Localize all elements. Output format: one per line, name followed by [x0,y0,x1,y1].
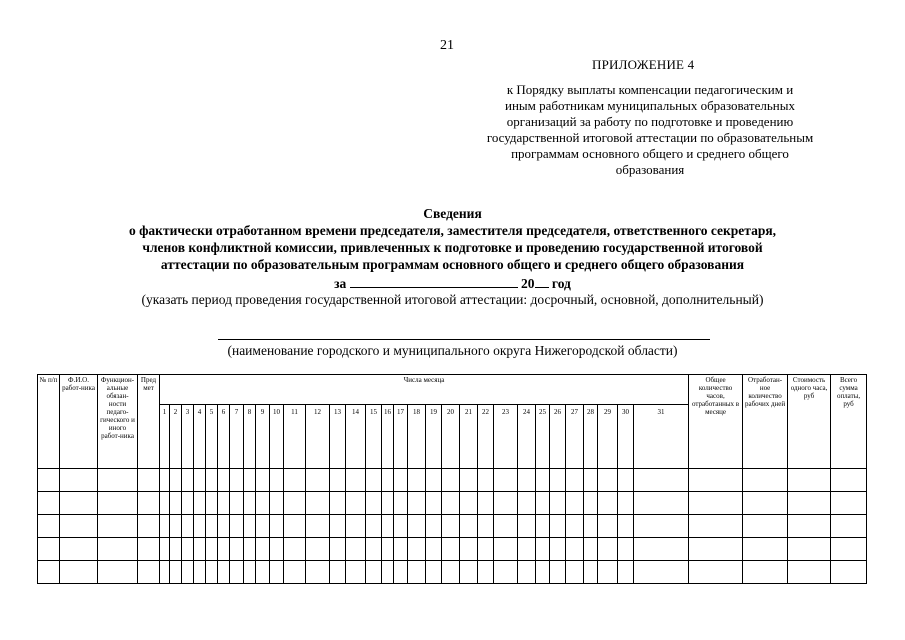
table-cell[interactable] [426,515,442,538]
table-cell[interactable] [394,492,408,515]
table-cell[interactable] [230,538,244,561]
table-cell[interactable] [60,469,98,492]
table-cell[interactable] [284,538,306,561]
table-cell[interactable] [536,561,550,584]
table-cell[interactable] [584,469,598,492]
table-cell[interactable] [366,515,382,538]
day-15-header: 15 [366,405,382,469]
table-cell[interactable] [170,515,182,538]
table-cell[interactable] [270,469,284,492]
table-cell[interactable] [270,561,284,584]
table-cell[interactable] [550,515,566,538]
day-22-header: 22 [478,405,494,469]
table-cell[interactable] [346,538,366,561]
table-cell[interactable] [38,492,60,515]
attendance-table [37,374,867,584]
table-cell[interactable] [598,538,618,561]
table-cell[interactable] [194,469,206,492]
table-cell[interactable] [330,492,346,515]
table-cell[interactable] [244,492,256,515]
year-suffix: год [551,276,571,291]
table-cell[interactable] [550,561,566,584]
period-blank[interactable] [350,274,518,288]
table-cell[interactable] [244,561,256,584]
document-title: Сведения [423,206,482,221]
table-cell[interactable] [689,469,743,492]
column-header-fio: Ф.И.О. работ-ника [60,375,98,469]
day-3-header: 3 [182,405,194,469]
table-cell[interactable] [244,515,256,538]
table-cell[interactable] [743,538,788,561]
table-cell[interactable] [618,561,634,584]
table-cell[interactable] [230,561,244,584]
table-cell[interactable] [98,561,138,584]
table-cell[interactable] [194,492,206,515]
table-cell[interactable] [408,469,426,492]
table-cell[interactable] [284,469,306,492]
table-cell[interactable] [550,538,566,561]
page-number: 21 [440,38,454,53]
day-12-header: 12 [306,405,330,469]
table-cell[interactable] [170,538,182,561]
table-cell[interactable] [584,492,598,515]
table-cell[interactable] [831,538,867,561]
table-cell[interactable] [256,469,270,492]
table-cell[interactable] [478,492,494,515]
table-cell[interactable] [256,492,270,515]
column-header-hour-cost: Стоимость одного часа, руб [788,375,831,469]
table-cell[interactable] [494,469,518,492]
table-cell[interactable] [346,469,366,492]
day-30-header: 30 [618,405,634,469]
table-cell[interactable] [831,469,867,492]
table-cell[interactable] [442,561,460,584]
table-cell[interactable] [518,561,536,584]
table-cell[interactable] [382,515,394,538]
table-cell[interactable] [536,492,550,515]
table-cell[interactable] [408,538,426,561]
table-cell[interactable] [346,492,366,515]
column-header-worked-days: Отработан-ное количество рабочих дней [743,375,788,469]
table-cell[interactable] [478,469,494,492]
table-cell[interactable] [689,492,743,515]
table-cell[interactable] [394,561,408,584]
table-cell[interactable] [194,515,206,538]
table-cell[interactable] [366,469,382,492]
table-cell[interactable] [38,469,60,492]
table-cell[interactable] [138,492,160,515]
table-cell[interactable] [426,492,442,515]
table-cell[interactable] [170,561,182,584]
table-cell[interactable] [206,538,218,561]
table-cell[interactable] [634,469,689,492]
table-cell[interactable] [743,515,788,538]
table-cell[interactable] [460,515,478,538]
day-20-header: 20 [442,405,460,469]
table-cell[interactable] [743,469,788,492]
table-cell[interactable] [394,469,408,492]
table-cell[interactable] [194,561,206,584]
table-cell[interactable] [160,561,170,584]
table-cell[interactable] [60,515,98,538]
okrug-caption: (наименование городского и муниципального округа Нижегородской области) [227,343,678,358]
table-cell[interactable] [138,469,160,492]
table-cell[interactable] [230,492,244,515]
table-cell[interactable] [494,561,518,584]
table-cell[interactable] [306,515,330,538]
table-cell[interactable] [634,561,689,584]
table-cell[interactable] [346,561,366,584]
table-cell[interactable] [98,469,138,492]
table-row [38,538,867,561]
table-cell[interactable] [460,492,478,515]
day-5-header: 5 [206,405,218,469]
table-cell[interactable] [831,515,867,538]
table-cell[interactable] [618,538,634,561]
table-cell[interactable] [598,561,618,584]
day-25-header: 25 [536,405,550,469]
table-cell[interactable] [743,561,788,584]
table-cell[interactable] [394,515,408,538]
day-9-header: 9 [256,405,270,469]
table-cell[interactable] [170,469,182,492]
table-cell[interactable] [426,561,442,584]
table-cell[interactable] [60,538,98,561]
table-cell[interactable] [584,515,598,538]
table-cell[interactable] [244,469,256,492]
day-27-header: 27 [566,405,584,469]
table-cell[interactable] [182,538,194,561]
day-10-header: 10 [270,405,284,469]
table-cell[interactable] [366,492,382,515]
table-cell[interactable] [218,469,230,492]
table-cell[interactable] [831,561,867,584]
table-cell[interactable] [182,515,194,538]
day-17-header: 17 [394,405,408,469]
table-cell[interactable] [206,469,218,492]
table-cell[interactable] [230,469,244,492]
table-cell[interactable] [550,469,566,492]
table-cell[interactable] [330,561,346,584]
table-cell[interactable] [160,469,170,492]
day-2-header: 2 [170,405,182,469]
table-cell[interactable] [206,492,218,515]
table-cell[interactable] [426,538,442,561]
table-cell[interactable] [584,561,598,584]
table-cell[interactable] [634,515,689,538]
table-cell[interactable] [442,469,460,492]
day-26-header: 26 [550,405,566,469]
table-cell[interactable] [442,515,460,538]
table-cell[interactable] [518,538,536,561]
table-cell[interactable] [270,492,284,515]
table-cell[interactable] [788,492,831,515]
appendix-line: программам основного общего и среднего общего [511,146,789,161]
column-header-func: Функцион-альные обязан-ности педаго-гического и иного работ-ника [98,375,138,469]
table-cell[interactable] [256,538,270,561]
year-prefix: 20 [521,276,535,291]
table-cell[interactable] [284,515,306,538]
table-cell[interactable] [160,492,170,515]
table-cell[interactable] [442,492,460,515]
table-cell[interactable] [382,492,394,515]
day-13-header: 13 [330,405,346,469]
table-cell[interactable] [788,538,831,561]
day-24-header: 24 [518,405,536,469]
day-19-header: 19 [426,405,442,469]
table-cell[interactable] [256,561,270,584]
day-21-header: 21 [460,405,478,469]
table-cell[interactable] [598,515,618,538]
table-cell[interactable] [306,492,330,515]
document-subtitle-line: членов конфликтной комиссии, привлеченных к подготовке и проведению государственной итоговой [142,240,763,255]
table-cell[interactable] [98,538,138,561]
day-23-header: 23 [494,405,518,469]
table-cell[interactable] [478,538,494,561]
table-cell[interactable] [98,515,138,538]
table-cell[interactable] [206,515,218,538]
table-cell[interactable] [566,469,584,492]
table-cell[interactable] [218,561,230,584]
table-cell[interactable] [518,492,536,515]
table-cell[interactable] [394,538,408,561]
table-cell[interactable] [160,515,170,538]
table-cell[interactable] [218,538,230,561]
table-cell[interactable] [831,492,867,515]
table-cell[interactable] [182,469,194,492]
table-cell[interactable] [566,538,584,561]
table-cell[interactable] [382,538,394,561]
table-row [38,515,867,538]
day-7-header: 7 [230,405,244,469]
table-cell[interactable] [566,492,584,515]
day-11-header: 11 [284,405,306,469]
year-blank[interactable] [535,274,549,288]
table-cell[interactable] [366,561,382,584]
day-28-header: 28 [584,405,598,469]
table-row [38,492,867,515]
table-cell[interactable] [460,538,478,561]
table-cell[interactable] [494,515,518,538]
table-cell[interactable] [743,492,788,515]
table-cell[interactable] [218,492,230,515]
za-label: за [334,276,347,291]
table-cell[interactable] [366,538,382,561]
table-row [38,469,867,492]
table-cell[interactable] [518,515,536,538]
table-cell[interactable] [536,469,550,492]
table-cell[interactable] [382,561,394,584]
okrug-blank-line[interactable] [218,339,710,340]
table-cell[interactable] [194,538,206,561]
table-cell[interactable] [306,469,330,492]
table-cell[interactable] [618,469,634,492]
table-cell[interactable] [634,538,689,561]
table-cell[interactable] [689,515,743,538]
table-cell[interactable] [330,469,346,492]
table-cell[interactable] [460,469,478,492]
table-cell[interactable] [536,515,550,538]
table-cell[interactable] [618,492,634,515]
column-header-subject: Пред мет [138,375,160,469]
table-cell[interactable] [426,469,442,492]
day-1-header: 1 [160,405,170,469]
table-cell[interactable] [788,469,831,492]
table-cell[interactable] [284,492,306,515]
table-cell[interactable] [536,538,550,561]
table-cell[interactable] [182,492,194,515]
appendix-line: образования [615,162,685,177]
table-cell[interactable] [566,561,584,584]
column-header-total-hours: Общее количество часов, отработанных в месяце [689,375,743,469]
table-cell[interactable] [408,561,426,584]
table-cell[interactable] [788,515,831,538]
table-cell[interactable] [270,515,284,538]
table-cell[interactable] [518,469,536,492]
table-cell[interactable] [689,538,743,561]
table-cell[interactable] [330,515,346,538]
table-cell[interactable] [270,538,284,561]
appendix-line: организаций за работу по подготовке и проведению [506,114,794,129]
column-header-total-pay: Всего сумма оплаты, руб [831,375,867,469]
table-cell[interactable] [689,561,743,584]
table-cell[interactable] [306,561,330,584]
day-18-header: 18 [408,405,426,469]
table-cell[interactable] [478,561,494,584]
table-cell[interactable] [218,515,230,538]
table-cell[interactable] [442,538,460,561]
day-29-header: 29 [598,405,618,469]
day-14-header: 14 [346,405,366,469]
day-4-header: 4 [194,405,206,469]
table-cell[interactable] [478,515,494,538]
table-cell[interactable] [494,538,518,561]
table-cell[interactable] [494,492,518,515]
appendix-text [455,82,845,178]
table-cell[interactable] [244,538,256,561]
table-cell[interactable] [408,492,426,515]
document-subtitle-line: о фактически отработанном времени председателя, заместителя председателя, ответственного секретаря, [128,223,777,238]
table-cell[interactable] [138,561,160,584]
day-6-header: 6 [218,405,230,469]
table-cell[interactable] [38,538,60,561]
table-cell[interactable] [330,538,346,561]
table-row [38,561,867,584]
table-cell[interactable] [170,492,182,515]
table-cell[interactable] [306,538,330,561]
table-cell[interactable] [160,538,170,561]
table-cell[interactable] [98,492,138,515]
period-line [0,274,905,292]
table-cell[interactable] [634,492,689,515]
table-cell[interactable] [598,492,618,515]
table-cell[interactable] [38,515,60,538]
table-cell[interactable] [584,538,598,561]
day-16-header: 16 [382,405,394,469]
table-cell[interactable] [788,561,831,584]
column-header-days: Числа месяца [160,375,689,405]
table-cell[interactable] [206,561,218,584]
table-cell[interactable] [256,515,270,538]
table-cell[interactable] [460,561,478,584]
table-cell[interactable] [60,561,98,584]
period-hint: (указать период проведения государственной итоговой аттестации: досрочный, основной, дополнительный) [141,292,764,307]
table-cell[interactable] [284,561,306,584]
table-cell[interactable] [598,469,618,492]
day-31-header: 31 [634,405,689,469]
appendix-line: государственной итоговой аттестации по образовательным [486,130,814,145]
appendix-title: ПРИЛОЖЕНИЕ 4 [592,57,695,72]
table-cell[interactable] [138,538,160,561]
table-cell[interactable] [550,492,566,515]
table-cell[interactable] [182,561,194,584]
table-cell[interactable] [38,561,60,584]
appendix-line: иным работникам муниципальных образовательных [505,98,795,113]
table-cell[interactable] [382,469,394,492]
table-cell[interactable] [60,492,98,515]
table-cell[interactable] [346,515,366,538]
table-cell[interactable] [408,515,426,538]
table-cell[interactable] [566,515,584,538]
table-cell[interactable] [230,515,244,538]
day-8-header: 8 [244,405,256,469]
appendix-line: к Порядку выплаты компенсации педагогическим и [506,82,794,97]
table-cell[interactable] [138,515,160,538]
document-subtitle-line: аттестации по образовательным программам основного общего и среднего общего образования [160,257,745,272]
table-cell[interactable] [618,515,634,538]
column-header-num: № п/п [38,375,60,469]
